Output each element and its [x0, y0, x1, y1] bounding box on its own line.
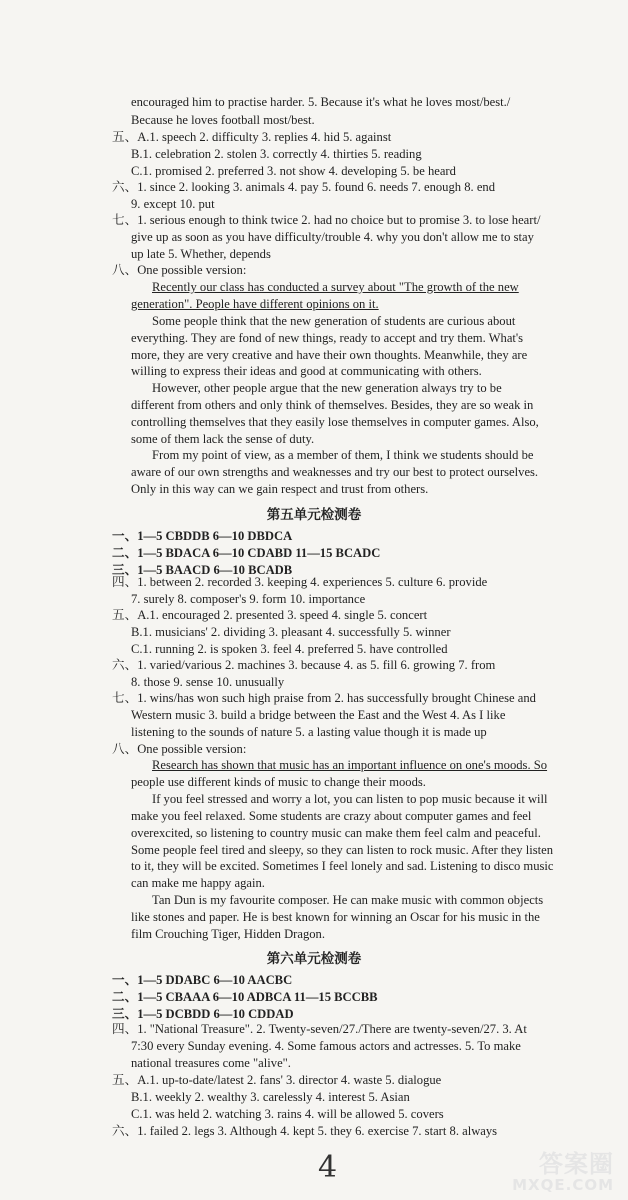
answer-line: 六、1. varied/various 2. machines 3. because 4. as 5. fill 6. growing 7. from [112, 658, 496, 672]
answer-line: like stones and paper. He is best known for winning an Oscar for his music in the [131, 910, 540, 924]
answer-line: 八、One possible version: [112, 742, 247, 756]
answer-line: B.1. musicians' 2. dividing 3. pleasant 4. successfully 5. winner [131, 625, 451, 639]
answer-line: B.1. celebration 2. stolen 3. correctly 4. thirties 5. reading [131, 147, 422, 161]
answer-line: From my point of view, as a member of them, I think we students should be [152, 448, 534, 462]
answer-line: 五、A.1. speech 2. difficulty 3. replies 4. hid 5. against [112, 130, 392, 144]
answer-line: If you feel stressed and worry a lot, you can listen to pop music because it will [152, 792, 548, 806]
section-heading: 第六单元检测卷 [266, 951, 362, 967]
answer-line: everything. They are fond of new things, ready to accept and try them. What's [131, 331, 524, 345]
answer-line: Some people think that the new generation of students are curious about [152, 314, 516, 328]
answer-line: some of them lack the sense of duty. [131, 432, 315, 446]
answer-line: Tan Dun is my favourite composer. He can make music with common objects [152, 893, 544, 907]
page-number: 4 [318, 1150, 338, 1185]
answer-line: 二、1—5 BDACA 6—10 CDABD 11—15 BCADC [112, 546, 381, 560]
answer-line: 六、1. failed 2. legs 3. Although 4. kept 5. they 6. exercise 7. start 8. always [112, 1124, 498, 1138]
answer-line: to it, they will be excited. Sometimes I feel lonely and sad. Listening to disco music [131, 859, 554, 873]
answer-line: 8. those 9. sense 10. unusually [131, 675, 285, 689]
answer-line: 八、One possible version: [112, 263, 247, 277]
watermark-url: MXQE.COM [512, 1176, 614, 1194]
answer-line: give up as soon as you have difficulty/trouble 4. why you don't allow me to stay [131, 230, 534, 244]
answer-line: people use different kinds of music to change their moods. [131, 775, 426, 789]
answer-line: 七、1. serious enough to think twice 2. had no choice but to promise 3. to lose heart/ [112, 213, 541, 227]
answer-line: encouraged him to practise harder. 5. Because it's what he loves most/best./ [131, 95, 511, 109]
answer-line: film Crouching Tiger, Hidden Dragon. [131, 927, 325, 941]
answer-line: 一、1—5 DDABC 6—10 AACBC [112, 973, 293, 987]
answer-line: aware of our own strengths and weaknesses and try our best to protect ourselves. [131, 465, 539, 479]
watermark [464, 1152, 614, 1192]
answer-line: 五、A.1. encouraged 2. presented 3. speed 4. single 5. concert [112, 608, 428, 622]
answer-line: C.1. running 2. is spoken 3. feel 4. preferred 5. have controlled [131, 642, 448, 656]
answer-line: 二、1—5 CBAAA 6—10 ADBCA 11—15 BCCBB [112, 990, 378, 1004]
answer-line: can make me happy again. [131, 876, 265, 890]
answer-line: different from others and only think of themselves. Besides, they are so weak in [131, 398, 534, 412]
answer-line: overexcited, so listening to country music can make them feel calm and peaceful. [131, 826, 541, 840]
answer-line: 六、1. since 2. looking 3. animals 4. pay 5. found 6. needs 7. enough 8. end [112, 180, 496, 194]
answer-line: generation". People have different opinions on it. [131, 297, 379, 311]
answer-line: more, they are very creative and have their own thoughts. Meanwhile, they are [131, 348, 528, 362]
answer-line: listening to the sounds of nature 5. a lasting value though it is made up [131, 725, 487, 739]
answer-line: 7. surely 8. composer's 9. form 10. importance [131, 592, 366, 606]
answer-line: 四、1. between 2. recorded 3. keeping 4. experiences 5. culture 6. provide [112, 575, 488, 589]
answer-line: 五、A.1. up-to-date/latest 2. fans' 3. director 4. waste 5. dialogue [112, 1073, 442, 1087]
answer-line: 三、1—5 BAACD 6—10 BCADB [112, 563, 293, 577]
watermark-logo-text: 答案圈 [539, 1150, 614, 1178]
answer-line: 7:30 every Sunday evening. 4. Some famous actors and actresses. 5. To make [131, 1039, 521, 1053]
answer-line: Because he loves football most/best. [131, 113, 315, 127]
answer-line: Research has shown that music has an important influence on one's moods. So [152, 758, 548, 772]
answer-line: Western music 3. build a bridge between the East and the West 4. As I like [131, 708, 506, 722]
answer-line: Recently our class has conducted a survey about "The growth of the new [152, 280, 519, 294]
answer-line: up late 5. Whether, depends [131, 247, 271, 261]
answer-line: 9. except 10. put [131, 197, 215, 211]
section-heading: 第五单元检测卷 [266, 507, 362, 523]
answer-line: However, other people argue that the new generation always try to be [152, 381, 502, 395]
answer-line: C.1. promised 2. preferred 3. not show 4. developing 5. be heard [131, 164, 456, 178]
answer-line: 三、1—5 DCBDD 6—10 CDDAD [112, 1007, 294, 1021]
answer-line: C.1. was held 2. watching 3. rains 4. will be allowed 5. covers [131, 1107, 444, 1121]
answer-line: B.1. weekly 2. wealthy 3. carelessly 4. interest 5. Asian [131, 1090, 410, 1104]
answer-line: Only in this way can we gain respect and trust from others. [131, 482, 429, 496]
answer-line: 一、1—5 CBDDB 6—10 DBDCA [112, 529, 293, 543]
answer-line: 四、1. "National Treasure". 2. Twenty-seven/27./There are twenty-seven/27. 3. At [112, 1022, 527, 1036]
answer-line: 七、1. wins/has won such high praise from 2. has successfully brought Chinese and [112, 691, 536, 705]
answer-line: willing to express their ideas and good at communicating with others. [131, 364, 482, 378]
answer-line: controlling themselves that they easily lose themselves in computer games. Also, [131, 415, 539, 429]
answer-line: Some people feel tired and sleepy, so they can listen to rock music. After they listen [131, 843, 554, 857]
answer-line: make you feel relaxed. Some students are crazy about computer games and feel [131, 809, 532, 823]
answer-line: national treasures come "alive". [131, 1056, 291, 1070]
